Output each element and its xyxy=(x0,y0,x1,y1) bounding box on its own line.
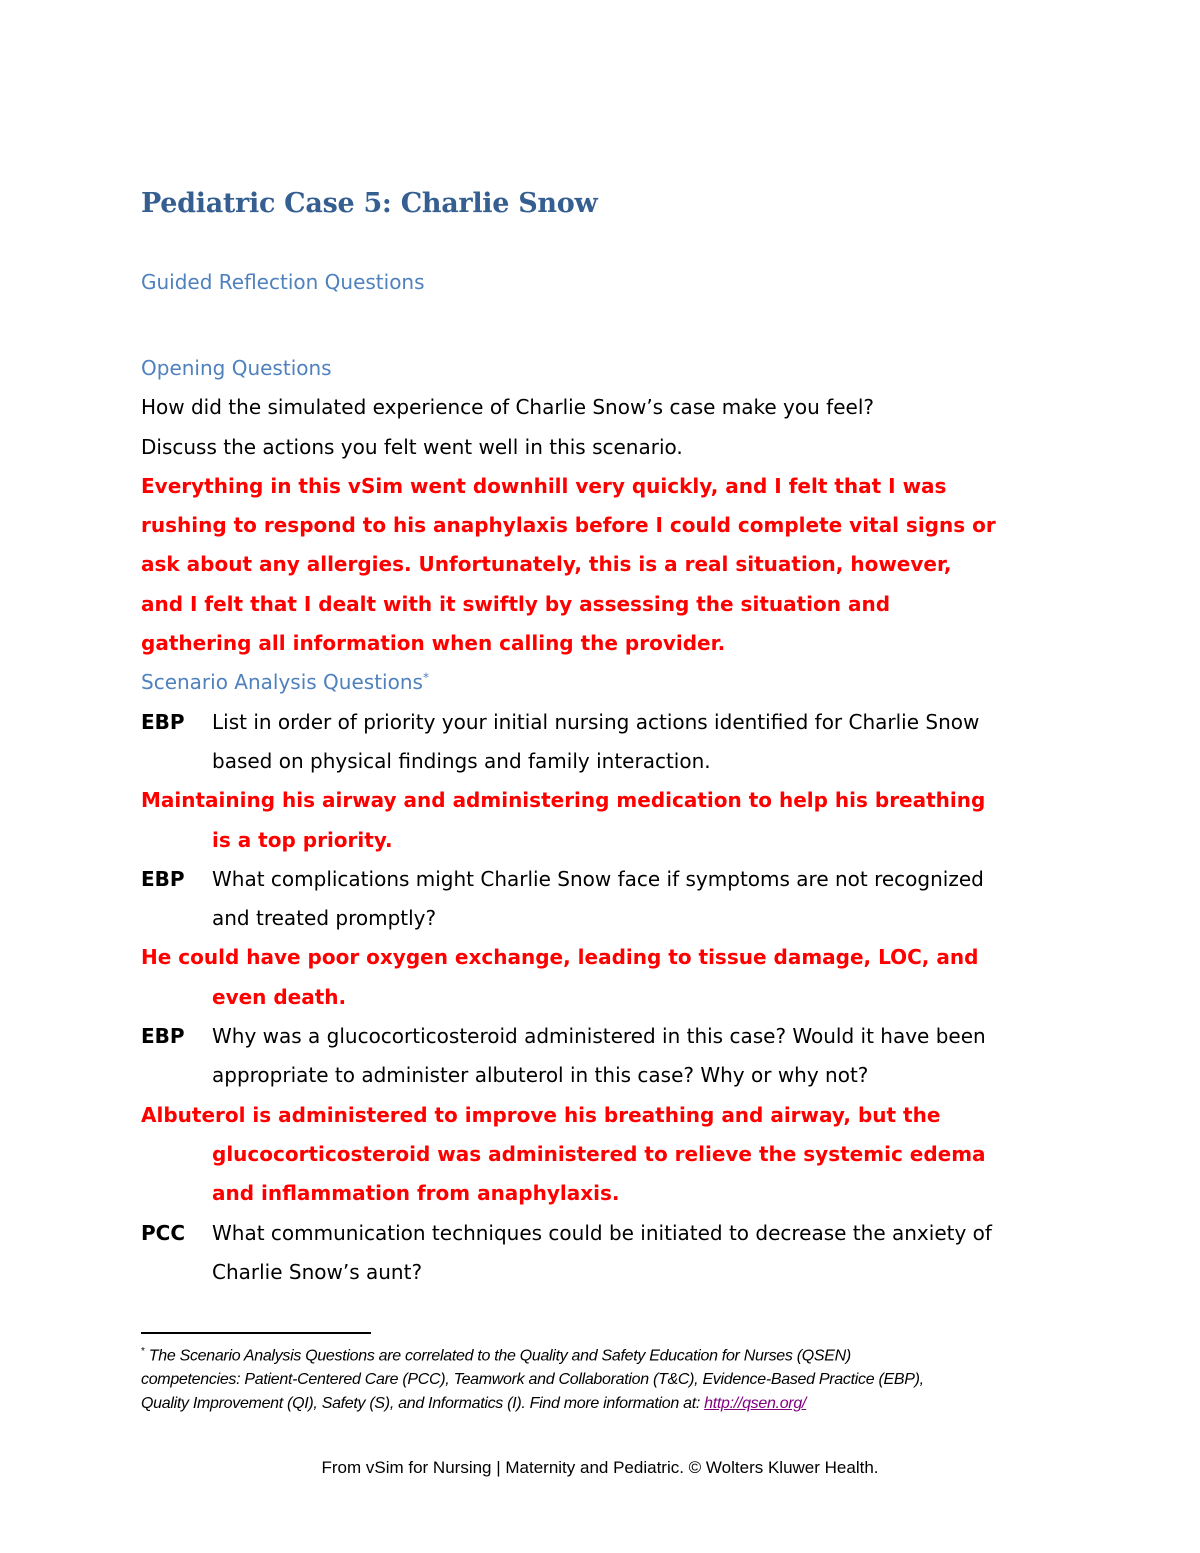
answer-line: even death. xyxy=(212,984,347,1009)
footnote-line xyxy=(141,1340,1071,1368)
opening-answer-line: ask about any allergies. Unfortunately, this is a real situation, however, xyxy=(141,552,952,577)
footnote-separator xyxy=(141,1332,371,1334)
scenario-analysis-heading xyxy=(141,663,1071,702)
footnote-reference: * xyxy=(422,670,429,685)
question-item-pcc-1 xyxy=(141,1214,1071,1253)
footnote-text: The Scenario Analysis Questions are correlated to the Quality and Safety Education for Nurses (QSEN) xyxy=(148,1347,851,1365)
answer-line: is a top priority. xyxy=(212,827,393,852)
qsen-tag: PCC xyxy=(141,1220,186,1245)
document-body xyxy=(141,349,1071,1292)
scenario-analysis-heading-text: Scenario Analysis Questions xyxy=(141,670,423,695)
page-title: Pediatric Case 5: Charlie Snow xyxy=(141,188,598,219)
page-subtitle: Guided Reflection Questions xyxy=(141,270,425,294)
qsen-tag: EBP xyxy=(141,1024,185,1049)
question-item-ebp-3 xyxy=(141,1017,1071,1056)
opening-question-1: How did the simulated experience of Charlie Snow’s case make you feel? xyxy=(141,395,874,420)
question-text-continued: Charlie Snow’s aunt? xyxy=(212,1259,423,1284)
question-text: What communication techniques could be initiated to decrease the anxiety of xyxy=(212,1220,992,1245)
opening-questions-heading: Opening Questions xyxy=(141,356,332,380)
question-item-ebp-2 xyxy=(141,860,1071,899)
qsen-tag: EBP xyxy=(141,866,185,891)
answer-line: Albuterol is administered to improve his breathing and airway, but the xyxy=(141,1102,941,1127)
page-footer: From vSim for Nursing | Maternity and Pediatric. © Wolters Kluwer Health. xyxy=(321,1458,879,1477)
opening-answer-line: gathering all information when calling the provider. xyxy=(141,631,726,656)
question-text: What complications might Charlie Snow face if symptoms are not recognized xyxy=(212,866,984,891)
footnote-mark: * xyxy=(141,1346,145,1357)
answer-line: He could have poor oxygen exchange, leading to tissue damage, LOC, and xyxy=(141,945,979,970)
question-text-continued: based on physical findings and family interaction. xyxy=(212,748,711,773)
qsen-tag: EBP xyxy=(141,709,185,734)
answer-line: and inflammation from anaphylaxis. xyxy=(212,1181,620,1206)
footnote-line xyxy=(141,1392,1071,1416)
footnote-text: Quality Improvement (QI), Safety (S), and Informatics (I). Find more information at: xyxy=(141,1395,705,1413)
question-text-continued: and treated promptly? xyxy=(212,906,437,931)
answer-line: Maintaining his airway and administering medication to help his breathing xyxy=(141,788,986,813)
answer-line: glucocorticosteroid was administered to relieve the systemic edema xyxy=(212,1141,986,1166)
opening-answer-line: rushing to respond to his anaphylaxis before I could complete vital signs or xyxy=(141,513,996,538)
opening-question-2: Discuss the actions you felt went well in this scenario. xyxy=(141,434,683,459)
question-item-ebp-1 xyxy=(141,703,1071,742)
question-text: List in order of priority your initial nursing actions identified for Charlie Snow xyxy=(212,709,980,734)
qsen-link[interactable]: http://qsen.org/ xyxy=(704,1395,807,1413)
question-text-continued: appropriate to administer albuterol in this case? Why or why not? xyxy=(212,1063,869,1088)
footnote xyxy=(141,1340,1071,1416)
opening-answer-line: Everything in this vSim went downhill very quickly, and I felt that I was xyxy=(141,473,947,498)
opening-answer-line: and I felt that I dealt with it swiftly by assessing the situation and xyxy=(141,591,891,616)
question-text: Why was a glucocorticosteroid administered in this case? Would it have been xyxy=(212,1024,986,1049)
footnote-line: competencies: Patient-Centered Care (PCC), Teamwork and Collaboration (T&C), Evidence-Based Practice (EBP), xyxy=(141,1371,924,1389)
